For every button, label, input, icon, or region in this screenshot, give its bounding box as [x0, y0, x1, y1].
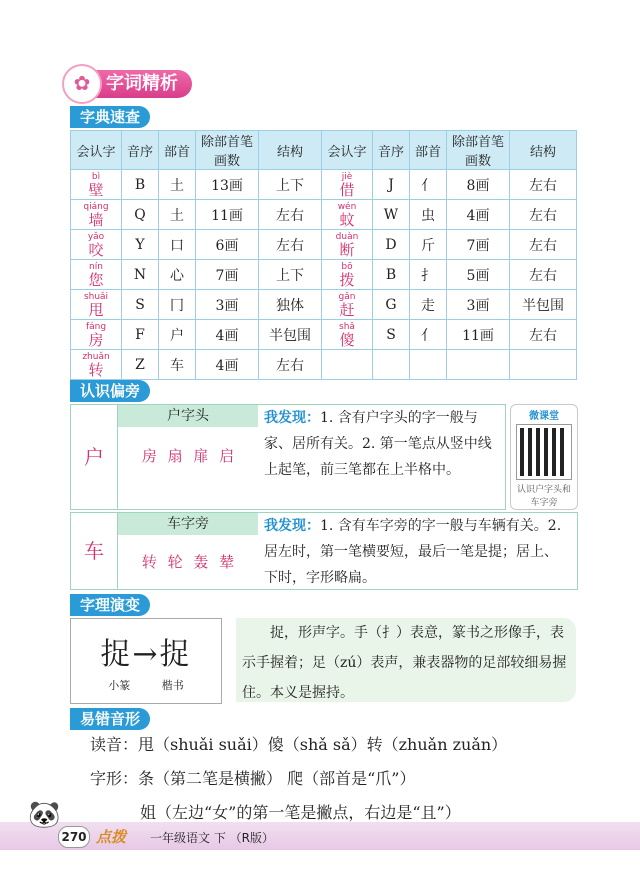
- dict-table: [70, 130, 577, 380]
- struct-cell: 独体: [259, 290, 322, 320]
- char-cell: [71, 230, 122, 260]
- seq-cell: Q: [122, 200, 159, 230]
- struct-cell: 左右: [510, 170, 577, 200]
- rad-cell: 斤: [410, 230, 447, 260]
- dict-row: [71, 200, 577, 230]
- radical-box-che: [70, 512, 578, 590]
- pinyin: shǎ: [339, 321, 355, 332]
- col-header: 部首: [410, 131, 447, 170]
- section-title: 字词精析: [64, 70, 192, 98]
- char-cell: [322, 260, 373, 290]
- pinyin: bì: [91, 171, 101, 182]
- empty-cell: [373, 350, 410, 380]
- char: 断: [339, 240, 355, 259]
- rad-cell: 扌: [410, 260, 447, 290]
- char: 咬: [88, 240, 104, 259]
- section-errors-title: 易错音形: [70, 708, 150, 730]
- rad-cell: 户: [159, 320, 196, 350]
- char-cell: [71, 200, 122, 230]
- char: 壁: [88, 180, 104, 199]
- qr-code-icon[interactable]: [517, 425, 571, 479]
- struct-cell: 半包围: [510, 290, 577, 320]
- rad-cell: 土: [159, 170, 196, 200]
- evolution-labels: [71, 677, 221, 693]
- col-header: 结构: [510, 131, 577, 170]
- empty-cell: [322, 350, 373, 380]
- char: 墙: [88, 210, 104, 229]
- find-label: 我发现：: [264, 410, 320, 426]
- seq-cell: J: [373, 170, 410, 200]
- struct-cell: 上下: [259, 170, 322, 200]
- struct-cell: 左右: [259, 200, 322, 230]
- strokes-cell: 8画: [447, 170, 510, 200]
- book-info: 一年级语文 下 （R版）: [150, 831, 274, 845]
- rad-cell: 亻: [410, 170, 447, 200]
- radical-note: 1. 含有户字头的字一般与家、居所有关。2. 第一笔点从竖中线上起笔，前三笔都在上半格中。: [264, 410, 492, 478]
- empty-cell: [510, 350, 577, 380]
- char-cell: [322, 170, 373, 200]
- label-seal: 小篆: [108, 679, 131, 692]
- seq-cell: G: [373, 290, 410, 320]
- struct-cell: 左右: [510, 320, 577, 350]
- dict-header-row: [71, 131, 577, 170]
- page-number: 270: [58, 826, 90, 848]
- qr-badge: 微课堂: [529, 411, 559, 422]
- pinyin: yǎo: [87, 231, 105, 242]
- pinyin: gǎn: [338, 291, 356, 302]
- strokes-cell: 5画: [447, 260, 510, 290]
- struct-cell: 左右: [510, 230, 577, 260]
- strokes-cell: 6画: [196, 230, 259, 260]
- radical-box-hu: [70, 404, 506, 510]
- label-regular: 楷书: [161, 679, 184, 692]
- radical-note: 1. 含有车字旁的字一般与车辆有关。2. 居左时，第一笔横要短，最后一笔是提；居上、下时，字形略扁。: [264, 518, 562, 586]
- char: 蚊: [339, 210, 355, 229]
- pinyin: shuǎi: [83, 291, 109, 302]
- pinyin: jiè: [341, 171, 353, 182]
- rad-cell: 口: [159, 230, 196, 260]
- col-header: 结构: [259, 131, 322, 170]
- strokes-cell: 4画: [196, 320, 259, 350]
- seq-cell: D: [373, 230, 410, 260]
- char: 房: [88, 330, 104, 349]
- rad-cell: 车: [159, 350, 196, 380]
- char-cell: [322, 230, 373, 260]
- dict-row: [71, 290, 577, 320]
- section-radicals-title: 认识偏旁: [70, 380, 150, 402]
- rad-cell: 冂: [159, 290, 196, 320]
- strokes-cell: 7画: [447, 230, 510, 260]
- dict-row: [71, 260, 577, 290]
- struct-cell: 半包围: [259, 320, 322, 350]
- qr-card[interactable]: [510, 404, 578, 510]
- seq-cell: B: [373, 260, 410, 290]
- char: 您: [88, 270, 104, 289]
- pinyin: nín: [89, 261, 103, 272]
- rad-cell: 走: [410, 290, 447, 320]
- radical-text-block: [264, 405, 500, 483]
- pinyin: wén: [337, 201, 357, 212]
- pinyin: bō: [341, 261, 353, 272]
- pinyin: fáng: [85, 321, 107, 332]
- struct-cell: 上下: [259, 260, 322, 290]
- radical-text-block: [264, 513, 570, 591]
- char: 傻: [339, 330, 355, 349]
- section-evolution-title: 字理演变: [70, 594, 150, 616]
- evolution-text: 捉，形声字。手（扌）表意，篆书之形像手，表示手握着；足（zú）表声，兼表器物的足部较细易握住。本义是握持。: [236, 618, 576, 702]
- dict-table-wrap: [70, 130, 577, 380]
- seq-cell: N: [122, 260, 159, 290]
- seq-cell: W: [373, 200, 410, 230]
- col-header: 音序: [373, 131, 410, 170]
- char-cell: [71, 170, 122, 200]
- col-header: 会认字: [71, 131, 122, 170]
- strokes-cell: 4画: [196, 350, 259, 380]
- radical-examples: 转 轮 轰 辇: [141, 553, 235, 571]
- seq-cell: Z: [122, 350, 159, 380]
- strokes-cell: 7画: [196, 260, 259, 290]
- dict-row: [71, 230, 577, 260]
- pinyin: qiáng: [83, 201, 109, 212]
- seq-cell: S: [373, 320, 410, 350]
- seq-cell: Y: [122, 230, 159, 260]
- col-header: 除部首笔画数: [447, 131, 510, 170]
- dict-row: [71, 170, 577, 200]
- find-label: 我发现：: [264, 518, 320, 534]
- error-line-pronunciation: 读音：甩（shuǎi suǎi）傻（shǎ sǎ）转（zhuǎn zuǎn）: [90, 735, 508, 754]
- col-header: 除部首笔画数: [196, 131, 259, 170]
- strokes-cell: 13画: [196, 170, 259, 200]
- strokes-cell: 11画: [196, 200, 259, 230]
- char: 赶: [339, 300, 355, 319]
- char-cell: [71, 260, 122, 290]
- empty-cell: [410, 350, 447, 380]
- col-header: 会认字: [322, 131, 373, 170]
- radical-name: 车字旁: [118, 513, 258, 535]
- seq-cell: S: [122, 290, 159, 320]
- strokes-cell: 4画: [447, 200, 510, 230]
- char-cell: [71, 320, 122, 350]
- radical-examples: 房 扇 扉 启: [141, 447, 235, 465]
- struct-cell: 左右: [510, 200, 577, 230]
- error-line-shape: 字形：条（第二笔是横撇） 爬（部首是“爪”）: [90, 769, 416, 788]
- panda-icon: 🐼: [28, 800, 61, 830]
- radical-char: 车: [71, 513, 118, 589]
- dict-row: [71, 320, 577, 350]
- rad-cell: 亻: [410, 320, 447, 350]
- rad-cell: 虫: [410, 200, 447, 230]
- struct-cell: 左右: [259, 230, 322, 260]
- strokes-cell: 3画: [447, 290, 510, 320]
- qr-caption: 认识户字头和车字旁: [516, 485, 571, 508]
- char: 拨: [339, 270, 355, 289]
- bunny-icon: ✿: [62, 64, 102, 104]
- dict-row: [71, 350, 577, 380]
- char-cell: [322, 200, 373, 230]
- char-cell: [71, 290, 122, 320]
- seq-cell: F: [122, 320, 159, 350]
- evolution-glyph-box: [70, 618, 222, 704]
- struct-cell: 左右: [510, 260, 577, 290]
- struct-cell: 左右: [259, 350, 322, 380]
- section-dict-title: 字典速查: [70, 106, 150, 128]
- radical-char: 户: [71, 405, 118, 509]
- char-cell: [322, 290, 373, 320]
- pinyin: duàn: [335, 231, 359, 242]
- char: 借: [339, 180, 355, 199]
- rad-cell: 土: [159, 200, 196, 230]
- char-cell: [322, 320, 373, 350]
- rad-cell: 心: [159, 260, 196, 290]
- radical-name: 户字头: [118, 405, 258, 427]
- error-line-shape-2: 姐（左边“女”的第一笔是撇点，右边是“且”）: [140, 803, 461, 822]
- char: 甩: [88, 300, 104, 319]
- char-cell: [71, 350, 122, 380]
- strokes-cell: 11画: [447, 320, 510, 350]
- pinyin: zhuǎn: [82, 351, 110, 362]
- col-header: 部首: [159, 131, 196, 170]
- seq-cell: B: [122, 170, 159, 200]
- char: 转: [88, 360, 104, 379]
- evolution-glyphs: 捉→捉: [100, 637, 192, 672]
- empty-cell: [447, 350, 510, 380]
- brand: 点拨: [96, 828, 127, 846]
- col-header: 音序: [122, 131, 159, 170]
- strokes-cell: 3画: [196, 290, 259, 320]
